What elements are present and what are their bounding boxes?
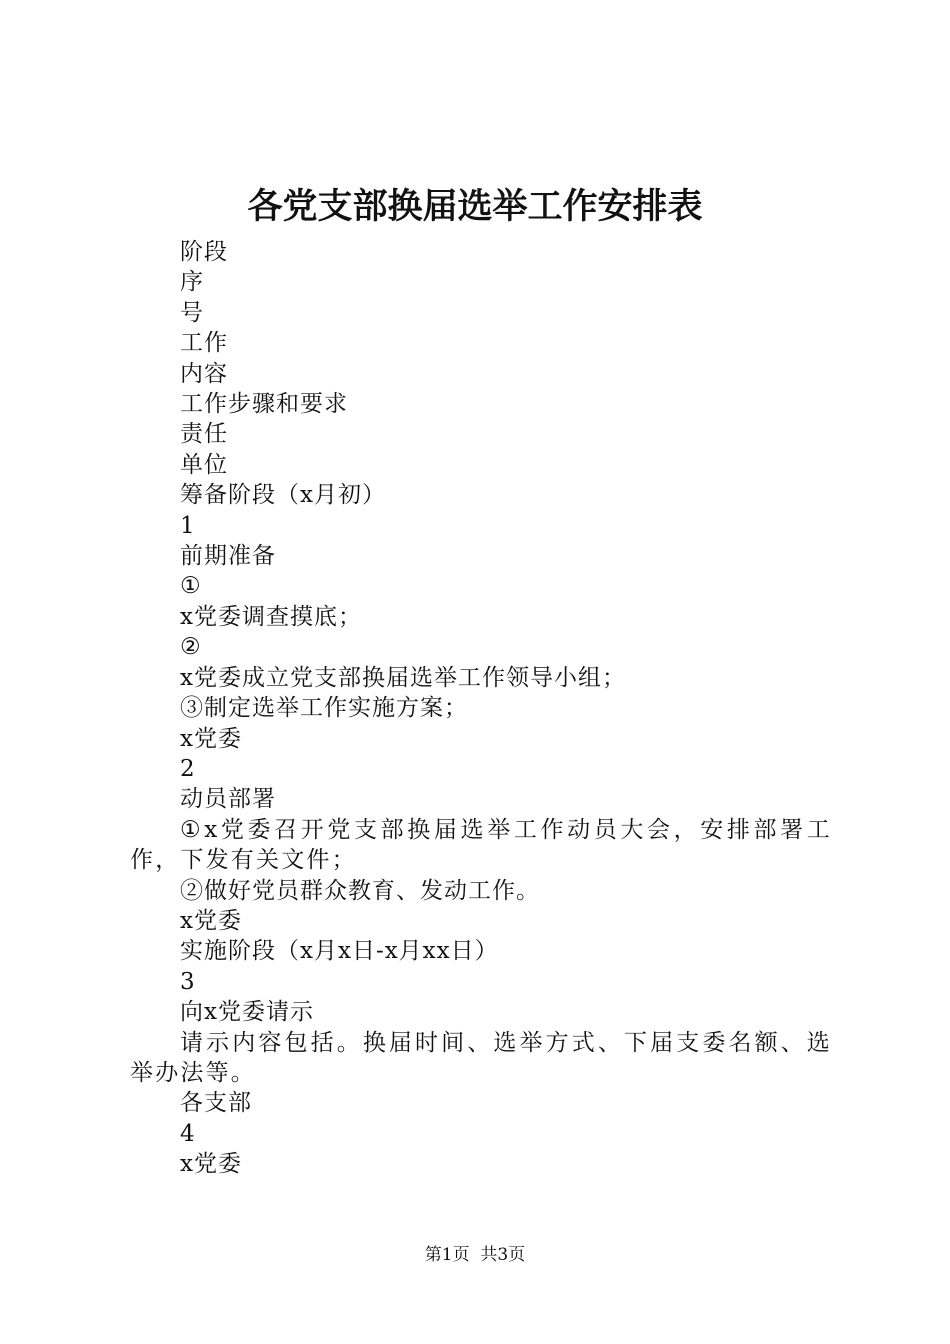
text-line: 各支部 bbox=[180, 1090, 252, 1117]
text-line: 内容 bbox=[180, 360, 228, 387]
text-line: 号 bbox=[180, 299, 204, 326]
text-line: x党委调查摸底； bbox=[180, 603, 362, 630]
text-line: x党委 bbox=[180, 725, 242, 752]
text-line: 工作步骤和要求 bbox=[180, 391, 348, 418]
text-line: 单位 bbox=[180, 451, 228, 478]
text-line: x党委 bbox=[180, 907, 242, 934]
paragraph: 请示内容包括。换届时间、选举方式、下届支委名额、选举办法等。 bbox=[130, 1029, 832, 1086]
text-line: 工作 bbox=[180, 330, 228, 357]
text-line: 3 bbox=[180, 968, 196, 995]
text-line: ③制定选举工作实施方案； bbox=[180, 695, 468, 722]
text-line: 4 bbox=[180, 1120, 196, 1147]
text-line: 筹备阶段（x月初） bbox=[180, 482, 386, 509]
text-line: 序 bbox=[180, 269, 204, 296]
page-title: 各党支部换届选举工作安排表 bbox=[247, 186, 703, 227]
text-line: x党委成立党支部换届选举工作领导小组； bbox=[180, 664, 626, 691]
text-line: 实施阶段（x月x日-x月xx日） bbox=[180, 938, 499, 965]
text-line: 前期准备 bbox=[180, 543, 276, 570]
text-line: 动员部署 bbox=[180, 786, 276, 813]
text-line: 2 bbox=[180, 755, 196, 782]
document-body bbox=[130, 237, 832, 1180]
text-line: ① bbox=[180, 573, 202, 600]
page-total: 共3页 bbox=[480, 1245, 526, 1265]
footer-spacer bbox=[470, 1245, 481, 1265]
text-line: x党委 bbox=[180, 1151, 242, 1178]
page-footer bbox=[0, 1243, 950, 1267]
text-line: ②做好党员群众教育、发动工作。 bbox=[180, 877, 540, 904]
text-line: 1 bbox=[180, 512, 196, 539]
text-line: ② bbox=[180, 634, 202, 661]
page-number: 第1页 bbox=[424, 1245, 470, 1265]
text-line: 责任 bbox=[180, 421, 228, 448]
text-line: 向x党委请示 bbox=[180, 999, 314, 1026]
paragraph: ①x党委召开党支部换届选举工作动员大会，安排部署工作，下发有关文件； bbox=[130, 816, 832, 874]
text-line: 阶段 bbox=[180, 239, 228, 265]
